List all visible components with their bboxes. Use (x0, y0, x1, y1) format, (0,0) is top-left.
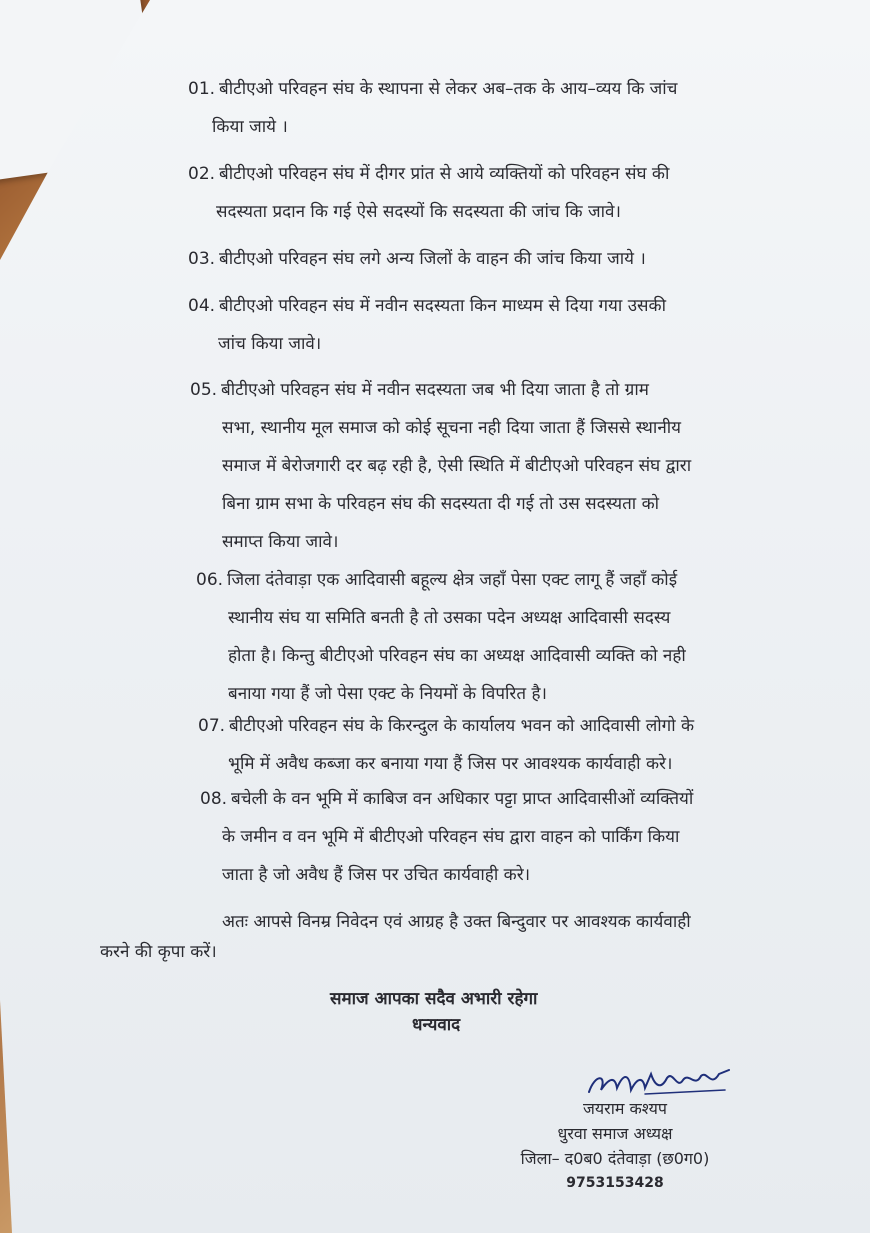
item-text: के जमीन व वन भूमि में बीटीएओ परिवहन संघ द्वारा वाहन को पार्किंग किया (222, 827, 680, 847)
item-text: बनाया गया हैं जो पेसा एक्ट के नियमों के विपरित है। (228, 684, 547, 704)
item-text: बीटीएओ परिवहन संघ में नवीन सदस्यता जब भी दिया जाता है तो ग्राम (221, 380, 649, 400)
item-number: 06. (196, 570, 224, 590)
item-text: जाता है जो अवैध हैं जिस पर उचित कार्यवाही करे। (222, 865, 531, 885)
list-item-08 (200, 780, 693, 894)
signatory-title: धुरवा समाज अध्यक्ष (557, 1124, 673, 1143)
item-text: बीटीएओ परिवहन संघ के किरन्दुल के कार्यालय भवन को आदिवासी लोगो के (229, 716, 695, 736)
item-number: 08. (200, 789, 228, 809)
item-text: बिना ग्राम सभा के परिवहन संघ की सदस्यता दी गई तो उस सदस्यता को (222, 494, 660, 514)
item-text: समाज में बेरोजगारी दर बढ़ रही है, ऐसी स्थिति में बीटीएओ परिवहन संघ द्वारा (222, 456, 692, 476)
item-number: 07. (198, 716, 226, 736)
item-text: सभा, स्थानीय मूल समाज को कोई सूचना नही दिया जाता हैं जिससे स्थानीय (222, 418, 682, 438)
item-text: बचेली के वन भूमि में काबिज वन अधिकार पट्टा प्राप्त आदिवासीओं व्यक्तियों (231, 789, 694, 809)
closing-paragraph (100, 907, 691, 967)
item-number: 03. (188, 249, 216, 269)
item-text: होता है। किन्तु बीटीएओ परिवहन संघ का अध्यक्ष आदिवासी व्यक्ति को नही (228, 646, 686, 666)
item-text: बीटीएओ परिवहन संघ में नवीन सदस्यता किन माध्यम से दिया गया उसकी (219, 296, 666, 316)
signatory-phone: 9753153428 (566, 1175, 664, 1191)
item-number: 01. (188, 79, 216, 99)
list-item-07 (198, 707, 694, 783)
item-number: 04. (188, 296, 216, 316)
signatory-name: जयराम कश्यप (583, 1099, 667, 1118)
item-text: जांच किया जावे। (218, 334, 322, 354)
closing-line: अतः आपसे विनम्र निवेदन एवं आग्रह है उक्त बिन्दुवार पर आवश्यक कार्यवाही (222, 912, 691, 932)
gratitude-line: समाज आपका सदैव अभारी रहेगा (330, 989, 538, 1009)
signatory-block (490, 1096, 740, 1196)
item-text: स्थानीय संघ या समिति बनती है तो उसका पदेन अध्यक्ष आदिवासी सदस्य (228, 608, 671, 628)
list-item-06 (196, 561, 686, 713)
list-item-05 (190, 371, 691, 561)
item-number: 02. (188, 164, 216, 184)
list-item-02 (188, 155, 669, 231)
signatory-district: जिला– द0ब0 दंतेवाड़ा (छ0ग0) (520, 1149, 710, 1168)
list-item-04 (188, 287, 666, 363)
item-text: सदस्यता प्रदान कि गई ऐसे सदस्यों कि सदस्यता की जांच कि जावे। (216, 202, 621, 222)
list-item-03 (188, 240, 646, 278)
item-number: 05. (190, 380, 218, 400)
item-text: जिला दंतेवाड़ा एक आदिवासी बहूल्य क्षेत्र जहाँ पेसा एक्ट लागू हैं जहाँ कोई (227, 570, 678, 590)
item-text: किया जाये । (212, 117, 288, 137)
item-text: बीटीएओ परिवहन संघ के स्थापना से लेकर अब–तक के आय–व्यय कि जांच (219, 79, 678, 99)
item-text: समाप्त किया जावे। (222, 532, 339, 552)
list-item-01 (188, 70, 677, 146)
item-text: बीटीएओ परिवहन संघ लगे अन्य जिलों के वाहन की जांच किया जाये । (219, 249, 646, 269)
closing-line: करने की कृपा करें। (100, 942, 217, 962)
item-text: बीटीएओ परिवहन संघ में दीगर प्रांत से आये व्यक्तियों को परिवहन संघ की (219, 164, 670, 184)
item-text: भूमि में अवैध कब्जा कर बनाया गया हैं जिस पर आवश्यक कार्यवाही करे। (228, 754, 673, 774)
thanks-line: धन्यवाद (412, 1015, 461, 1035)
